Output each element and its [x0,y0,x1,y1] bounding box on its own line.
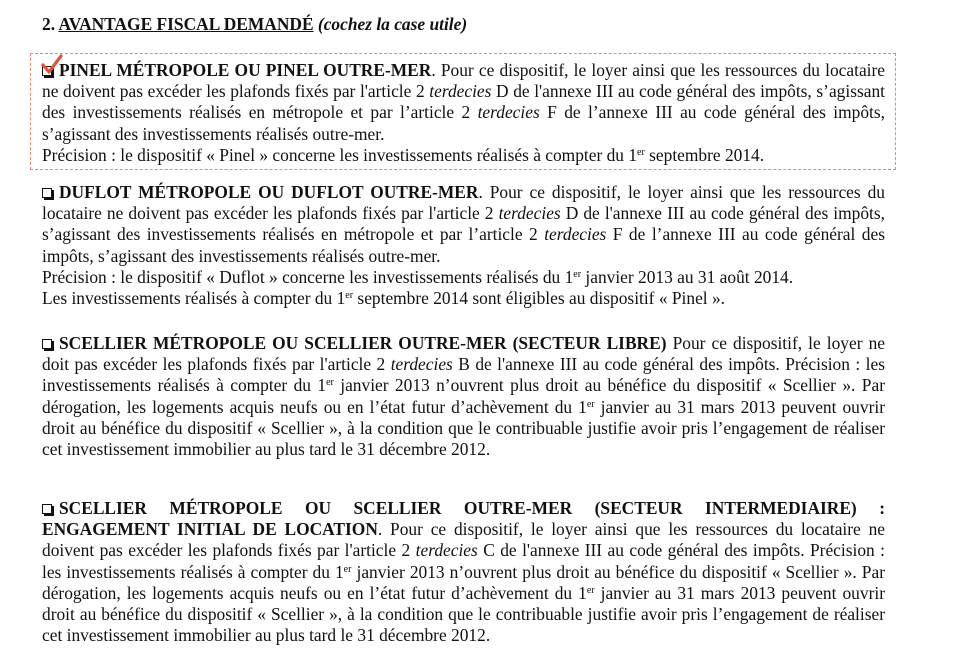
section-number: 2. [42,14,56,34]
option-pinel-precision: Précision : le dispositif « Pinel » concerne les investissements réalisés à compter du 1er septembre 2014. [42,144,765,165]
option-duflot-precision: Précision : le dispositif « Duflot » concerne les investissements réalisés du 1er janvier 2013 au 31 août 2014. [42,266,794,287]
option-scellier-intermediaire-title: SCELLIER MÉTROPOLE OU SCELLIER OUTRE-MER (SECTEUR INTERMEDIAIRE) : ENGAGEMENT INITIAL DE LOCATION [42,498,885,540]
option-duflot-text: DUFLOT MÉTROPOLE OU DUFLOT OUTRE-MER. Pour ce dispositif, le loyer ainsi que les ressources du locataire ne doivent pas excéder les plafonds fixés par l'article 2 terdecies D de l'annexe III au code général des impôts, s’agissant des investissements réalisés en métropole et par l’article 2 terdecies F de l’annexe III au code général des impôts, s’agissant des investissements réalisés outre-mer. [42,182,885,266]
checkbox-duflot[interactable] [42,188,52,198]
checkbox-scellier-libre[interactable] [42,339,52,349]
option-duflot-title: DUFLOT MÉTROPOLE OU DUFLOT OUTRE-MER [59,182,479,202]
option-scellier-intermediaire [42,498,885,646]
checkbox-scellier-intermediaire[interactable] [42,504,52,514]
checkbox-pinel[interactable] [42,66,52,76]
section-note: (cochez la case utile) [317,14,468,34]
option-duflot [42,182,885,309]
option-scellier-libre-text: SCELLIER MÉTROPOLE OU SCELLIER OUTRE-MER (SECTEUR LIBRE) Pour ce dispositif, le loyer ne doit pas excéder les plafonds fixés par l'article 2 terdecies B de l'annexe III au code général des impôts. Précision : les investissements réalisés à compter du 1er janvier 2013 n’ouvrent plus droit au bénéfice du dispositif « Scellier ». Par dérogation, les logements acquis neufs ou en l’état futur d’achèvement du 1er janvier au 31 mars 2013 peuvent ouvrir droit au bénéfice du dispositif « Scellier », à la condition que le contribuable justifie avoir pris l’engagement de réaliser cet investissement immobilier au plus tard le 31 décembre 2012. [42,333,885,460]
section-title: AVANTAGE FISCAL DEMANDÉ [58,14,314,34]
option-duflot-extra: Les investissements réalisés à compter du 1er septembre 2014 sont éligibles au dispositif « Pinel ». [42,288,726,309]
option-scellier-libre [42,333,885,460]
option-pinel-text: PINEL MÉTROPOLE OU PINEL OUTRE-MER. Pour ce dispositif, le loyer ainsi que les ressources du locataire ne doivent pas excéder les plafonds fixés par l'article 2 terdecies D de l'annexe III au code général des impôts, s’agissant des investissements réalisés en métropole et par l’article 2 terdecies F de l’annexe III au code général des impôts, s’agissant des investissements réalisés outre-mer. [42,60,885,145]
option-pinel [42,60,885,166]
section-heading [42,14,467,35]
option-scellier-libre-title: SCELLIER MÉTROPOLE OU SCELLIER OUTRE-MER (SECTEUR LIBRE) [59,333,667,353]
option-scellier-intermediaire-text: SCELLIER MÉTROPOLE OU SCELLIER OUTRE-MER (SECTEUR INTERMEDIAIRE) : ENGAGEMENT INITIAL DE LOCATION. Pour ce dispositif, le loyer ainsi que les ressources du locataire ne doivent pas excéder les plafonds fixés par l'article 2 terdecies C de l'annexe III au code général des impôts. Précision : les investissements réalisés à compter du 1er janvier 2013 n’ouvrent plus droit au bénéfice du dispositif « Scellier ». Par dérogation, les logements acquis neufs ou en l’état futur d’achèvement du 1er janvier au 31 mars 2013 peuvent ouvrir droit au bénéfice du dispositif « Scellier », à la condition que le contribuable justifie avoir pris l’engagement de réaliser cet investissement immobilier au plus tard le 31 décembre 2012. [42,498,885,646]
option-pinel-title: PINEL MÉTROPOLE OU PINEL OUTRE-MER [59,60,432,80]
